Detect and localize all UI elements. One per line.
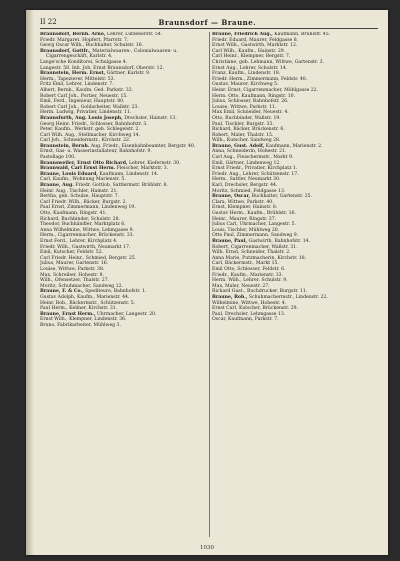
entry-text: Friedr. Wilh., Gastwirth, Neumarkt 17.	[40, 244, 131, 250]
entry-text: Carl Wilh., Kaufm., Hainstr. 29.	[212, 48, 286, 54]
entry-text: Paul Herm., Kellner, Kirchstr. 31.	[40, 306, 118, 312]
entry-text: Kaufmann, Brühlstr. 45.	[274, 32, 331, 37]
entry-name: Braunsweiler, Ernst Otto Richard,	[40, 160, 128, 166]
entry-text: Bertha, geb. Schulze, Hauptstr. 7.	[40, 194, 120, 200]
entry-text: Uhrmacher, Langestr. 20.	[96, 311, 157, 317]
entry-name: Braune, Ernst Herm.,	[40, 311, 96, 317]
entry-text: Kaufmann, Lindenstr. 14.	[99, 171, 159, 177]
entry-text: Richard, Bäcker, Brückenstr. 6.	[212, 127, 285, 133]
entry-text: Ernst Wilh., Klempner, Lindenstr. 36.	[40, 317, 127, 323]
entry-text: Oscar, Kaufmann, Parkstr. 7.	[212, 317, 279, 323]
entry-name: Braune, Friedrich Aug.,	[212, 32, 273, 37]
directory-entry	[212, 317, 380, 323]
entry-text: Heinr. Ernst, Cigarrenmacher, Mühlgasse 22.	[212, 87, 319, 93]
entry-text: Paul Ernst, Zimmermann, Lindenweg 19.	[40, 205, 136, 211]
entry-name: Braune, Louis Eduard,	[40, 171, 98, 177]
entry-text: Carl Friedr. Wilh., Bäcker, Burgstr. 2.	[40, 199, 127, 205]
entry-text: Heinr., Maurer, Ringstr. 37.	[212, 216, 277, 222]
entry-text: Emil, Kutscher, Feldstr. 52.	[40, 250, 104, 256]
entry-text: Louise, Wittwe, Parkstr. 38.	[40, 266, 105, 272]
entry-text: Robert, Cigarrenmacher, Wallstr. 31.	[212, 244, 298, 250]
entry-text: Ernst, Gas- u. Wasserinstallateur, Bahnhofstr. 9.	[40, 149, 152, 155]
entry-text: Herm. Wilh., Lehrer, Schulstr. 9.	[212, 278, 288, 284]
header-title: Braunsdorf — Braune.	[158, 17, 257, 27]
entry-text: Peter, Kaufm., Werkstr. geb. Schlegelstr. 2.	[40, 127, 140, 133]
entry-text: Schuhmachermstr., Lindenstr. 22.	[248, 294, 328, 300]
entry-text: Anna Wilhelmine, Wittwe, Lehmgasse 9.	[40, 227, 134, 233]
entry-name: Braunwald, Carl Ernst Herm.	[40, 166, 116, 172]
entry-text: Christiane, geb. Lehmann, Wittwe, Gartenstr. 3.	[212, 59, 325, 65]
entry-text: Carl Wilh. Aug., Stellmacher, Kirchweg 14.	[40, 132, 141, 138]
entry-text: Ernst Carl, Kutscher, Brückenstr. 29.	[212, 306, 299, 312]
entry-name: Braune, Rob.,	[212, 294, 248, 300]
entry-text: Friedr. Eduard, Maurer, Feldgasse 8.	[212, 37, 299, 43]
page-number: 1030	[200, 545, 214, 551]
entry-text: Robert, Maler, Thalstr. 15.	[212, 132, 274, 138]
page-header	[40, 16, 378, 28]
entry-text: Wilhelmine, Wittwe, Hohestr. 4.	[212, 300, 287, 306]
entry-text: Friedr. Aug., Lehrer, Schützenstr. 17.	[212, 171, 299, 177]
entry-text: Max, Schreiber, Hohestr. 9.	[40, 272, 104, 278]
entry-text: Gustav Herm., Kaufm., Brühlstr. 16.	[212, 211, 296, 216]
entry-text: Otto Paul, Zimmermann, Sandweg 9.	[212, 233, 299, 239]
entry-text: Friedr. Herm., Zimmermann, Feldstr. 40.	[212, 76, 308, 82]
entry-text: Paul, Tischler, Burgstr. 33.	[212, 121, 274, 127]
entry-text: Wilh., Kutscher, Sandweg 28.	[212, 138, 281, 144]
entry-text: Julius, Schlosser, Bahnhofstr. 26.	[212, 99, 289, 105]
header-page-ref: II 22	[40, 18, 57, 26]
entry-name: Braune, Aug.	[40, 183, 74, 189]
entry-text: Julius, Maurer, Gartenstr. 16.	[40, 261, 109, 267]
entry-text: Anna, Schneiderin, Hohestr. 21.	[212, 149, 287, 155]
entry-text: Ernst Aug., Lehrer, Schulstr. 14.	[212, 65, 288, 71]
entry-text: Anna Marie, Putzmacherin, Kirchstr. 18.	[212, 255, 307, 261]
entry-text: Bruno, Fabrikarbeiter, Mühlweg 3.	[40, 322, 121, 328]
entry-text: Spediteure, Bahnhofstr. 1.	[85, 289, 147, 295]
entry-text: Carl Aug., Fleischermstr., Markt 9.	[212, 155, 294, 161]
entry-text: Friedr. Gottlob, Sattlermstr. Brühlstr. 8.	[75, 183, 168, 189]
entry-text: Emil, Gärtner, Lindenweg 12.	[212, 160, 281, 166]
entry-text: Drechsler, Hainstr. 13.	[124, 115, 177, 121]
entry-text: Kaufmann, Marienstr. 2.	[265, 143, 323, 149]
entry-text: Fritz Emil, Lehrer, Lindenstr. 7.	[40, 82, 114, 88]
entry-text: Herm., Cigarrenmacher, Brückenstr. 33.	[40, 233, 135, 239]
entry-text: Karl, Drechsler, Bergstr. 44.	[212, 183, 278, 189]
entry-text: Herm., Sattler, Neumarkt 30.	[212, 177, 281, 183]
entry-text: Moritz, Schmied, Feldgasse 13.	[212, 188, 286, 194]
entry-text: Langestr. 58. Inh. Joh. Ernst Braunsdorf, Oberstr. 12.	[40, 65, 164, 71]
directory-entry	[40, 49, 208, 60]
entry-text: Robert Carl Joh., Goldarbeiter, Wallstr. 23.	[40, 104, 139, 110]
entry-text: Otto, Kaufmann, Ringstr. 41.	[40, 211, 107, 216]
entry-text: Georg Oscar Wilh., Buchhalter, Schulstr. 16.	[40, 43, 144, 49]
entry-text: Herm. Otto, Kaufmann, Ringstr. 10.	[212, 93, 296, 99]
entry-text: Richard, Buchbinder, Schulstr. 28.	[40, 216, 120, 222]
entry-text: Aug. Friedr., Eisenbahnbeamter, Bergstr. 40.	[90, 143, 196, 149]
entry-text: Paul, Drechsler, Lehmgasse 13.	[212, 311, 286, 317]
entry-text: Ernst Friedr., Privatier, Kirchplatz 1.	[212, 166, 298, 172]
entry-text: Albert, Bernh., Kaufm. Ged. Parkstr. 32.	[40, 87, 134, 93]
entry-text: Buchhalter, Gartenstr. 25.	[251, 194, 313, 200]
entry-text: Carl Friedr. Heinr., Schmied, Bergstr. 25.	[40, 255, 137, 261]
entry-text: Clara, Wittwe, Parkstr. 40.	[212, 199, 274, 205]
entry-name: Braune, Oscar,	[212, 194, 251, 200]
entry-text: Gustav Adolph, Kaufm., Marienstr. 44.	[40, 294, 130, 300]
entry-text: Franz, Kaufm., Lindenstr. 18.	[212, 71, 281, 77]
entry-text: Gastwirth, Bahnhofstr. 14.	[248, 238, 311, 244]
entry-text: Georg Heinr. Friedr., Schlosser, Bahnhofstr. 3.	[40, 121, 148, 127]
entry-name: Braune, F. & Co.,	[40, 289, 84, 295]
header-rule	[40, 28, 378, 29]
entry-name: Braunstein, Bernh.	[40, 143, 90, 149]
entry-text: Heinr. Aug., Tischler, Hainstr. 21.	[40, 188, 118, 194]
entry-name: Braune, Paul,	[212, 238, 248, 244]
entry-text: Fleischer, Marktstr. 3.	[116, 166, 169, 172]
entry-text: Materialwaaren-, Colonialwaaren- u. Cigarrengeschäft, Karlstr. 4.	[46, 48, 178, 60]
entry-text: Lange'sche Konditorei, Schulgasse 4.	[40, 59, 128, 65]
entry-text: Carl, Kaufm., Wohnung Marienstr. 5.	[40, 177, 126, 183]
entry-text: Ernst Ferd., Lehrer, Kirchplatz 4.	[40, 238, 118, 244]
entry-name: Braunstein, Herm. Ernst,	[40, 71, 106, 77]
left-column	[40, 32, 208, 537]
entry-text: Herm. Ludwig, Privatier, Lindenstr. 11.	[40, 110, 132, 116]
entry-name: Braunsdorf, Bernh. Arno,	[40, 32, 106, 37]
right-column	[212, 32, 380, 537]
entry-text: Gustav, Maurer, Kirchweg 5.	[212, 82, 279, 88]
entry-text: Max Emil, Schneider, Neuestr. 4.	[212, 110, 289, 116]
entry-text: Emil, Ferd., Ingenieur, Hauptstr. 80.	[40, 99, 125, 105]
directory-page	[26, 10, 388, 555]
entry-name: Braunsfurth, Aug. Louis Joseph,	[40, 115, 123, 121]
entry-text: Lehrer, Lützenerstr. 54.	[106, 32, 163, 37]
entry-text: Julius Carl, Uhrmacher, Langestr. 5.	[212, 222, 296, 228]
entry-name: Braune, Gust. Adolf,	[212, 143, 265, 149]
page-binding	[26, 10, 34, 555]
entry-text: Heinr. Rob., Bäckermstr., Schützenstr. 5.	[40, 300, 136, 306]
entry-text: Carl, Bäckermstr., Markt 15.	[212, 261, 279, 267]
entry-text: Lehrer, Kiefernstr. 30.	[128, 160, 181, 166]
entry-text: Max, Maler, Neuestr. 27.	[212, 283, 270, 289]
column-divider	[209, 32, 210, 537]
entry-text: Friedr., Kaufm., Marienstr. 33.	[212, 272, 284, 278]
entry-text: Carl Heinr., Klempner, Bergstr. 7.	[212, 54, 291, 60]
page-footer	[26, 545, 388, 551]
entry-text: Wilh., Ofensetzer, Thalstr. 27.	[40, 278, 110, 284]
entry-text: Ernst, Klempner, Hainstr. 8.	[212, 205, 278, 211]
entry-text: Carl Joh., Schneidermstr., Kirchstr. 22.	[40, 138, 131, 144]
entry-name: Braunsdorf, Gottfr.,	[40, 48, 91, 54]
entry-text: Pastellage 100.	[40, 155, 76, 161]
entry-text: Moritz, Schuhmacher, Sandweg 12.	[40, 283, 124, 289]
entry-text: Otto, Buchbinder, Wallstr. 19.	[212, 115, 281, 121]
directory-entry	[40, 323, 208, 329]
entry-text: Theodor, Buchhändler, Marktplatz 6.	[40, 222, 126, 228]
entry-text: Ernst Wilh., Gastwirth, Marktstr. 12.	[212, 43, 298, 49]
entry-text: Gärtner, Karlstr. 9.	[106, 71, 151, 77]
entry-text: Richard Gust., Buchdrucker, Burgstr. 11.	[212, 289, 308, 295]
entry-text: Herm., Tapezierer, Mittelstr. 53.	[40, 76, 116, 82]
entry-text: Louise, Wittwe, Parkstr. 11.	[212, 104, 277, 110]
entry-text: Louis, Tischler, Mühlweg 20.	[212, 227, 280, 233]
entry-text: Wilh. Ernst, Schneider, Thalstr. 2.	[212, 250, 291, 256]
entry-text: Friedr. Margaret. Hopfert, Pfarrstr. 7.	[40, 37, 129, 43]
entry-text: Emil Otto, Schlosser, Feldstr. 6.	[212, 266, 286, 272]
entry-text: Robert Carl Joh., Portier, Neuestr. 15.	[40, 93, 128, 99]
